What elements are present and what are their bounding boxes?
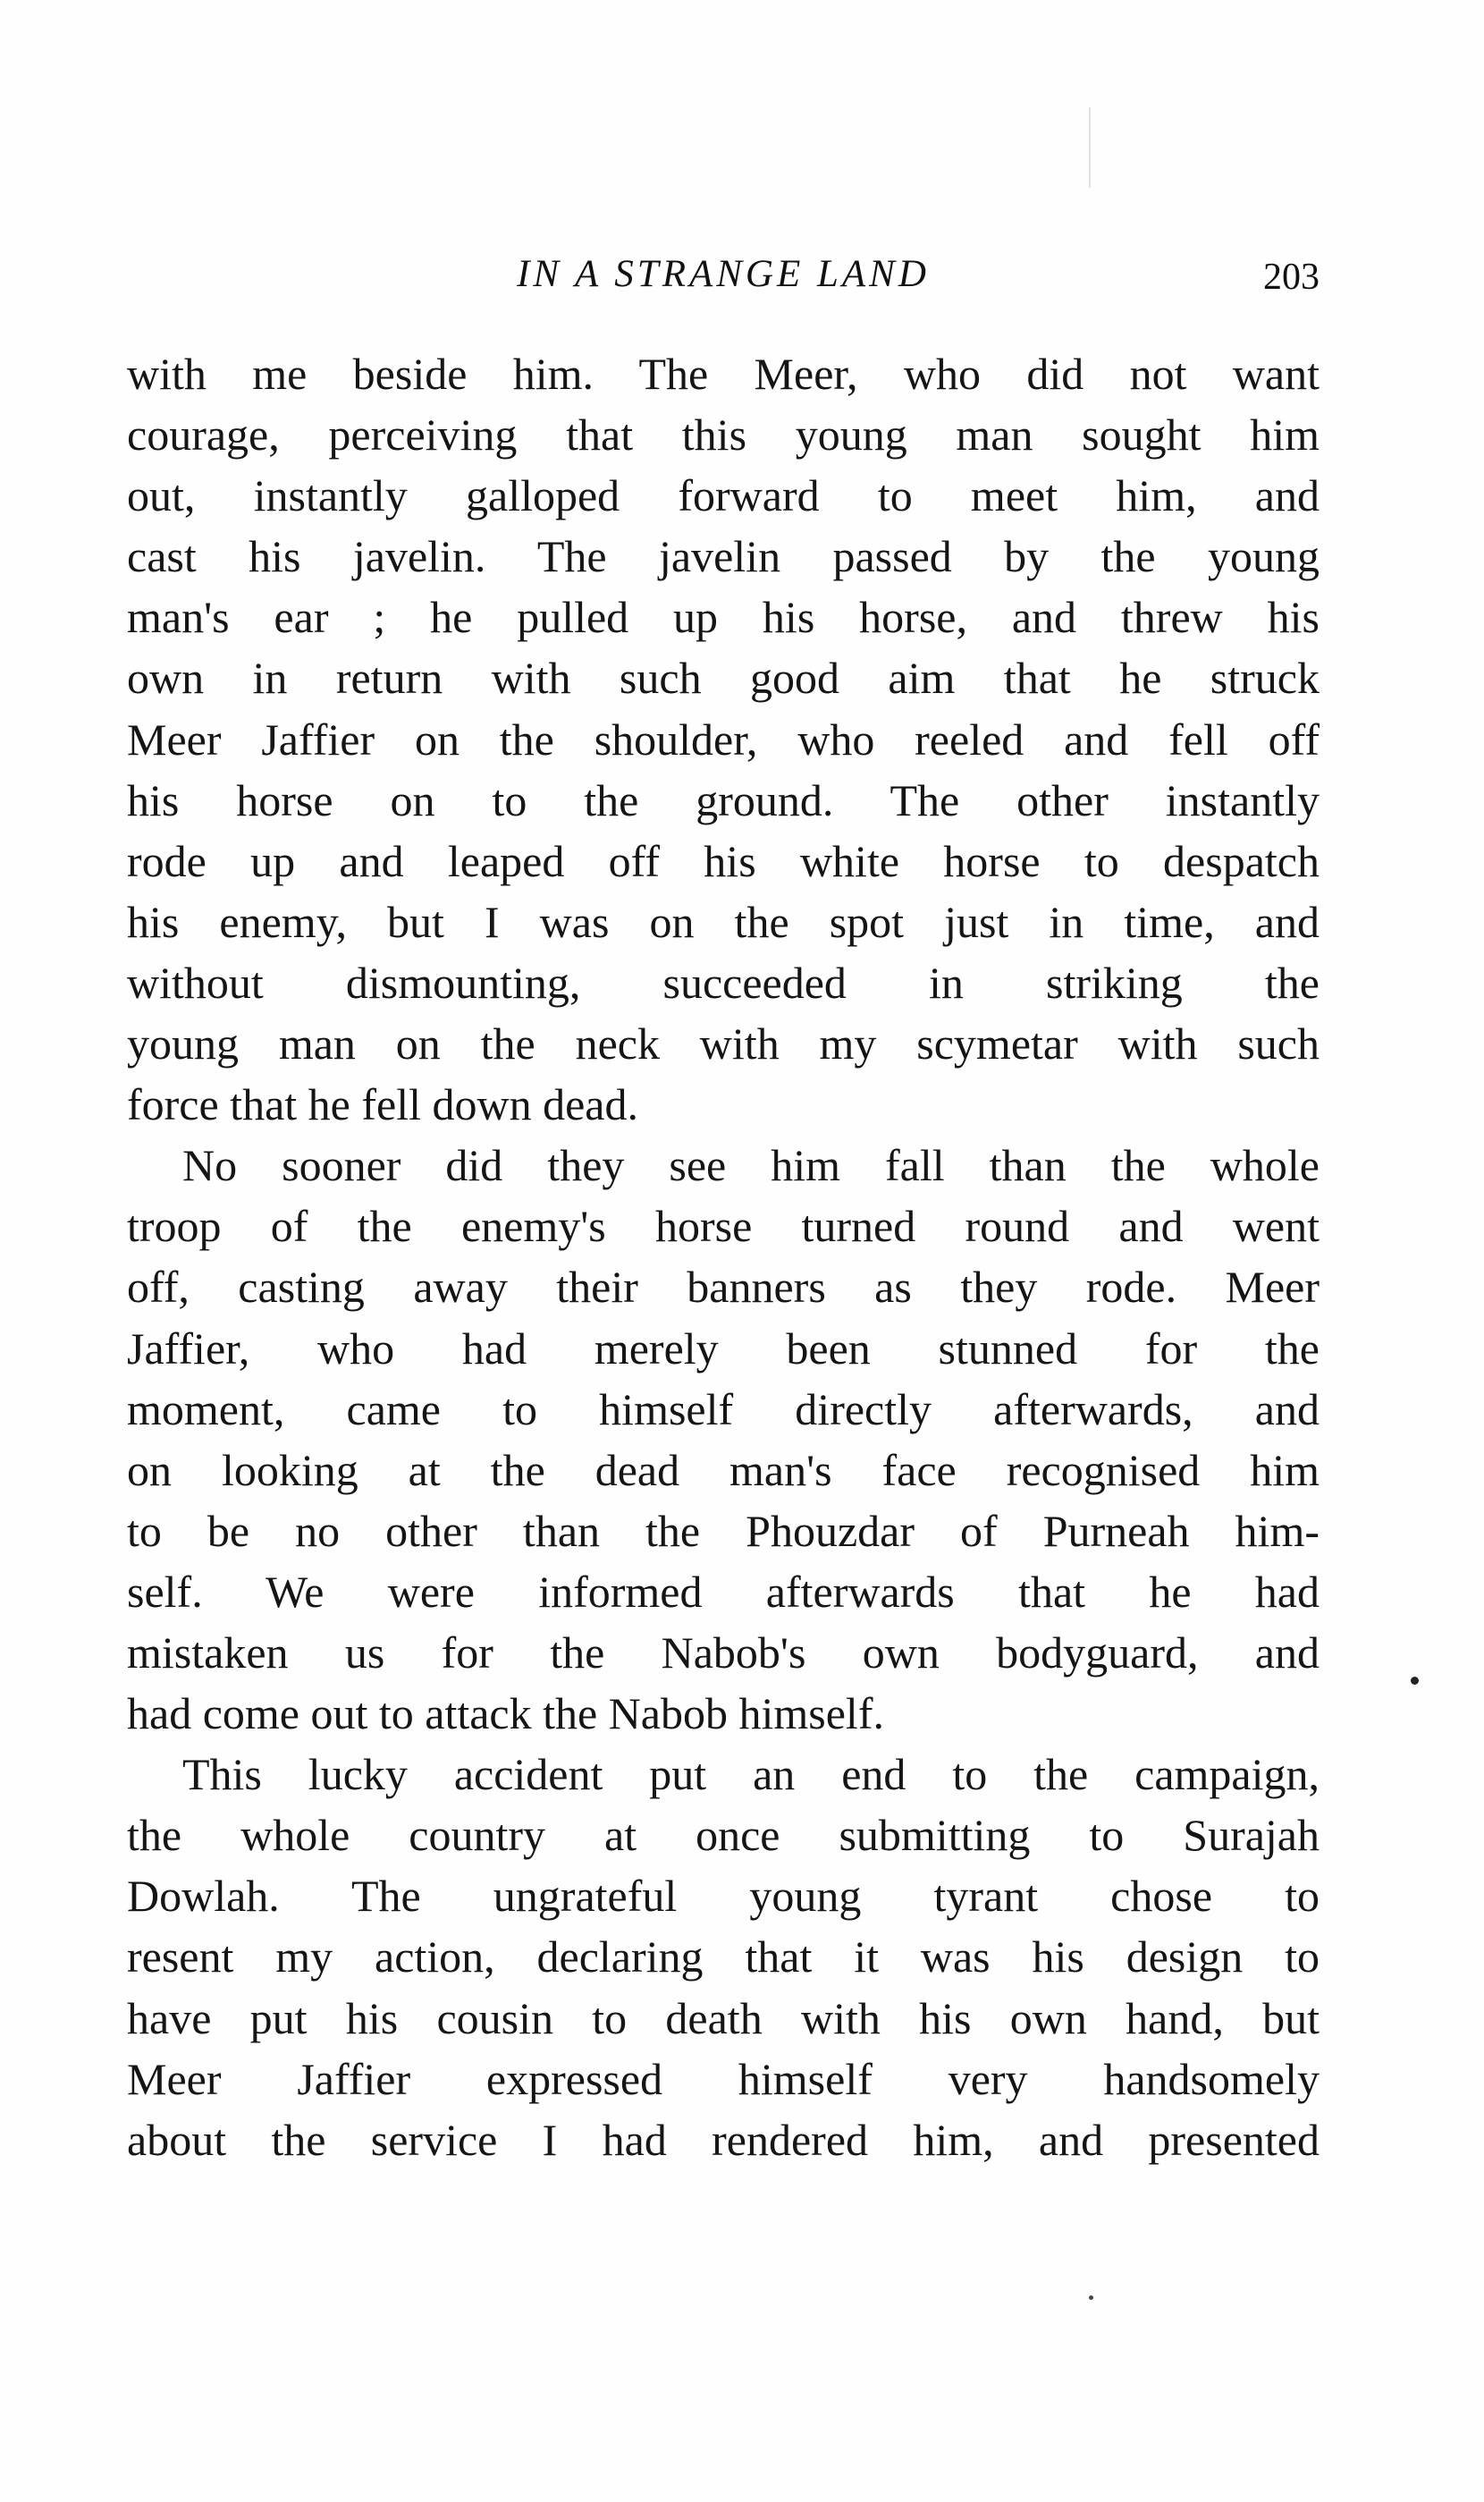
text-line: rode up and leaped off his white horse to despatch xyxy=(127,835,1320,886)
running-title: IN A STRANGE LAND xyxy=(517,253,930,295)
running-head xyxy=(127,240,1320,304)
text-line: own in return with such good aim that he struck xyxy=(127,653,1320,704)
text-line: moment, came to himself directly afterwards, and xyxy=(127,1383,1320,1434)
text-line: young man on the neck with my scymetar with such xyxy=(127,1019,1320,1069)
text-line: man's ear ; he pulled up his horse, and threw his xyxy=(127,592,1320,643)
body-text xyxy=(127,343,1320,2170)
text-line: Meer Jaffier expressed himself very handsomely xyxy=(127,2053,1320,2104)
text-line: the whole country at once submitting to Surajah xyxy=(127,1810,1320,1861)
text-line: off, casting away their banners as they rode. Meer xyxy=(127,1262,1320,1313)
text-line: out, instantly galloped forward to meet him, and xyxy=(127,470,1320,521)
paper-crease xyxy=(1089,107,1091,188)
ink-speck xyxy=(1411,1677,1419,1685)
text-line: without dismounting, succeeded in striking the xyxy=(127,957,1320,1008)
text-line: Jaffier, who had merely been stunned for the xyxy=(127,1323,1320,1374)
page-number: 203 xyxy=(1263,257,1320,298)
text-line: on looking at the dead man's face recognised him xyxy=(127,1444,1320,1495)
text-line: troop of the enemy's horse turned round and went xyxy=(127,1201,1320,1252)
text-line: Meer Jaffier on the shoulder, who reeled and fell off xyxy=(127,714,1320,765)
paragraph-end-line: had come out to attack the Nabob himself. xyxy=(127,1688,884,1739)
text-line: to be no other than the Phouzdar of Purneah him- xyxy=(127,1505,1320,1556)
ink-speck xyxy=(1089,2295,1093,2300)
text-line: his horse on to the ground. The other instantly xyxy=(127,774,1320,825)
text-line: Dowlah. The ungrateful young tyrant chose to xyxy=(127,1871,1320,1922)
paragraph-start-line: This lucky accident put an end to the campaign, xyxy=(182,1749,1320,1800)
paragraph-end-line: force that he fell down dead. xyxy=(127,1079,638,1130)
text-line: with me beside him. The Meer, who did not want xyxy=(127,349,1320,399)
text-line: about the service I had rendered him, and presented xyxy=(127,2114,1320,2165)
text-line: his enemy, but I was on the spot just in time, and xyxy=(127,896,1320,947)
paragraph-start-line: No sooner did they see him fall than the whole xyxy=(182,1140,1320,1191)
text-line: resent my action, declaring that it was his design to xyxy=(127,1931,1320,1982)
text-line: cast his javelin. The javelin passed by the young xyxy=(127,531,1320,582)
text-line: self. We were informed afterwards that he had xyxy=(127,1566,1320,1617)
text-line: have put his cousin to death with his own hand, but xyxy=(127,1992,1320,2043)
text-line: courage, perceiving that this young man sought him xyxy=(127,410,1320,461)
text-line: mistaken us for the Nabob's own bodyguard, and xyxy=(127,1627,1320,1678)
